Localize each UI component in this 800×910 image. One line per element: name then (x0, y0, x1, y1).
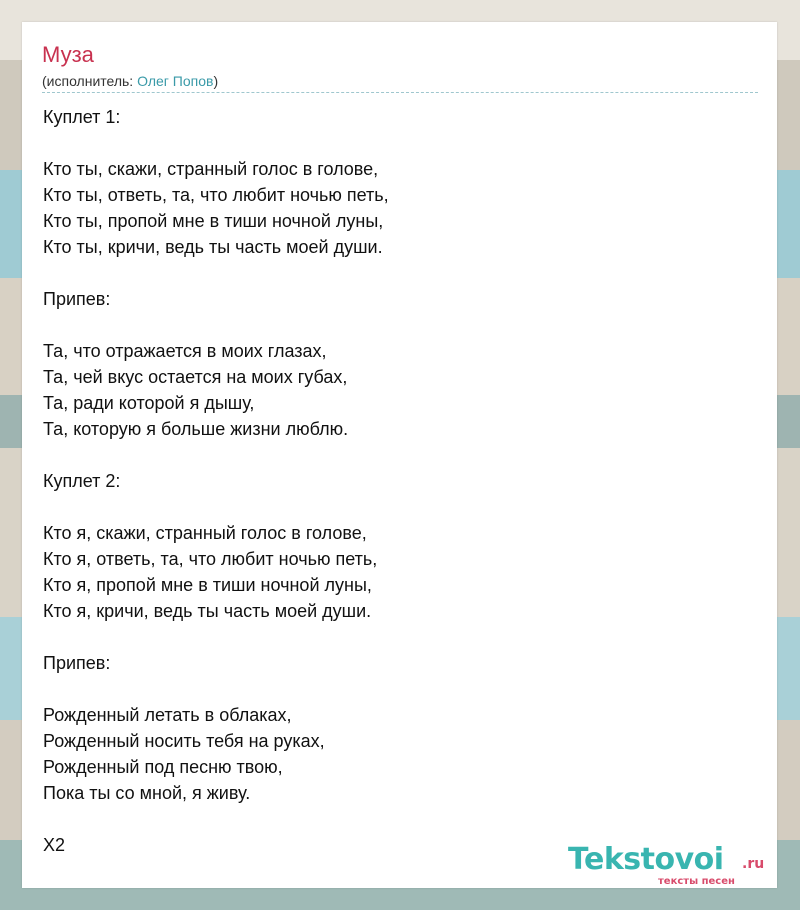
artist-link[interactable]: Олег Попов (137, 73, 214, 89)
lyric-line: Куплет 1: (43, 107, 121, 127)
lyric-line: Кто я, скажи, странный голос в голове, (43, 523, 367, 543)
artist-suffix: ) (213, 73, 219, 89)
lyric-line: Пока ты со мной, я живу. (43, 783, 251, 803)
lyric-line: Кто ты, пропой мне в тиши ночной луны, (43, 211, 384, 231)
lyric-line (43, 676, 743, 702)
lyric-line: Рожденный под песню твою, (43, 757, 283, 777)
header-divider (42, 92, 758, 93)
lyric-line (43, 442, 743, 468)
lyric-line: Кто я, кричи, ведь ты часть моей души. (43, 601, 372, 621)
lyric-line: Кто ты, ответь, та, что любит ночью петь, (43, 185, 389, 205)
lyrics-card (22, 22, 777, 888)
lyric-line: Кто я, ответь, та, что любит ночью петь, (43, 549, 378, 569)
lyric-line (43, 806, 743, 832)
logo-tld: .ru (742, 856, 765, 872)
lyric-line: Припев: (43, 289, 111, 309)
lyrics-text (43, 104, 743, 858)
lyric-line: Рожденный носить тебя на руках, (43, 731, 325, 751)
site-logo[interactable] (568, 842, 773, 890)
artist-prefix: (исполнитель: (42, 73, 138, 89)
lyric-line: X2 (43, 835, 66, 855)
lyric-line (43, 130, 743, 156)
lyric-line: Та, что отражается в моих глазах, (43, 341, 327, 361)
lyric-line: Кто ты, скажи, странный голос в голове, (43, 159, 379, 179)
logo-tagline: тексты песен (658, 876, 735, 887)
lyric-line: Кто ты, кричи, ведь ты часть моей души. (43, 237, 383, 257)
logo-name: Tekstovoi (568, 842, 724, 877)
lyric-line: Припев: (43, 653, 111, 673)
lyric-line: Та, ради которой я дышу, (43, 393, 255, 413)
artist-line (42, 73, 218, 89)
lyric-line: Та, которую я больше жизни люблю. (43, 419, 349, 439)
song-title: Муза (42, 42, 94, 67)
lyric-line (43, 494, 743, 520)
lyric-line (43, 312, 743, 338)
lyric-line (43, 624, 743, 650)
lyric-line: Куплет 2: (43, 471, 121, 491)
lyric-line: Кто я, пропой мне в тиши ночной луны, (43, 575, 372, 595)
lyric-line: Та, чей вкус остается на моих губах, (43, 367, 348, 387)
lyric-line: Рожденный летать в облаках, (43, 705, 292, 725)
lyric-line (43, 260, 743, 286)
